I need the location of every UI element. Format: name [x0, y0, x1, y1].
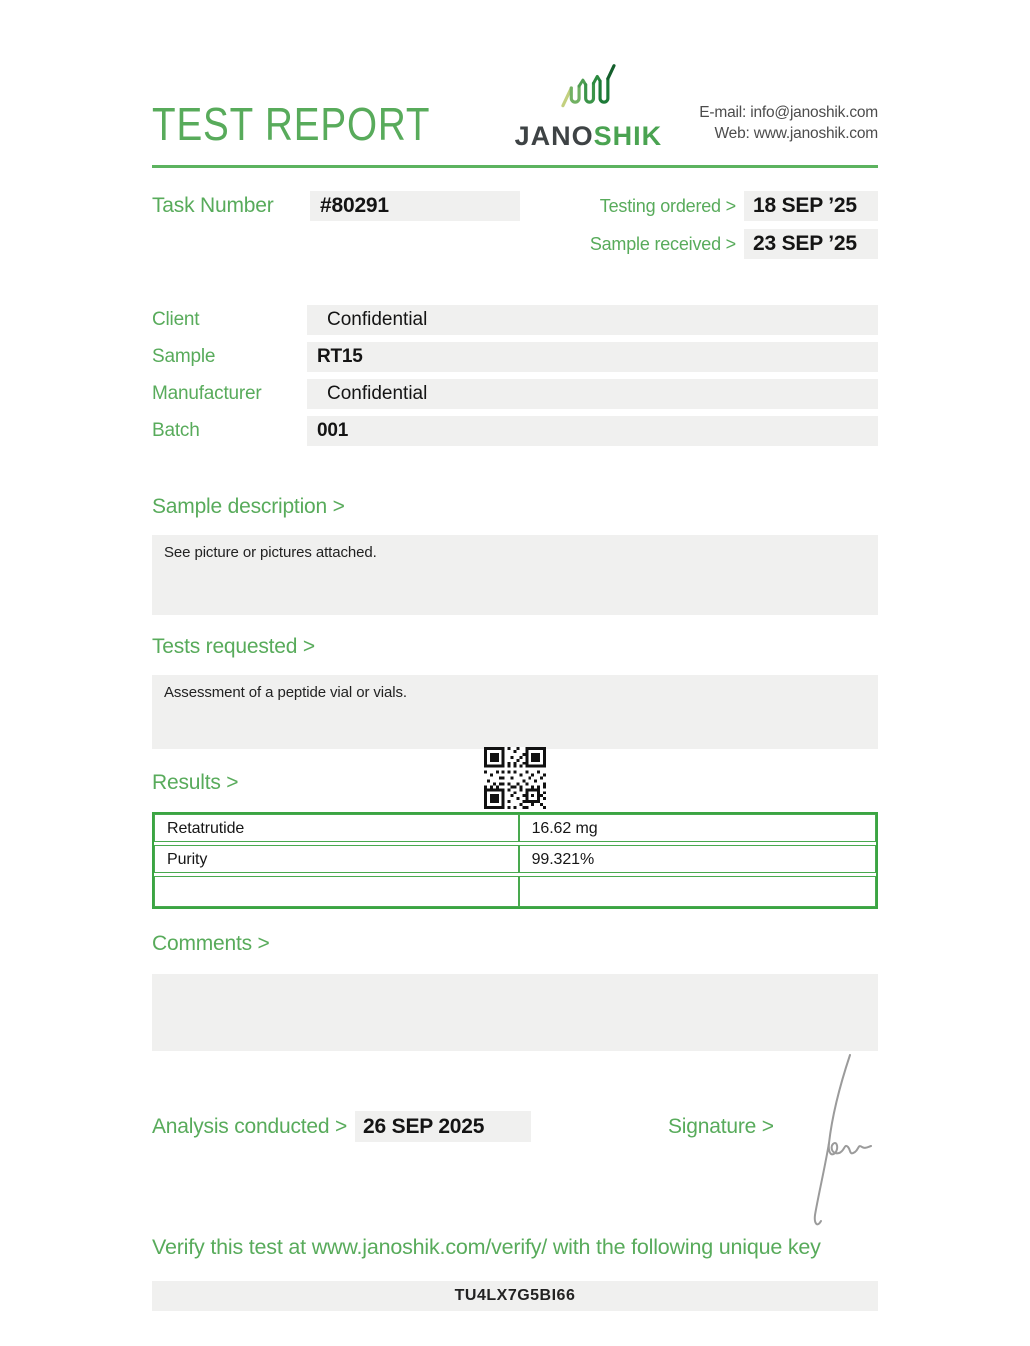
testing-ordered-label: Testing ordered >	[599, 196, 736, 216]
report-header	[152, 0, 878, 151]
sample-received-value: 23 SEP ’25	[744, 229, 878, 259]
tests-requested-heading: Tests requested >	[152, 635, 315, 658]
table-row	[154, 876, 876, 907]
field-value: RT15	[307, 342, 878, 372]
results-table	[152, 812, 878, 909]
logo-jano: JANO	[514, 121, 594, 151]
comments-heading: Comments >	[152, 932, 270, 955]
table-cell-analyte	[154, 876, 519, 907]
analysis-signature-row	[152, 1111, 878, 1142]
testing-ordered-row	[522, 191, 878, 221]
sample-description-box: See picture or pictures attached.	[152, 535, 878, 615]
field-value: Confidential	[307, 305, 878, 335]
task-section	[152, 191, 878, 259]
bar-chart-arrow-icon	[559, 62, 617, 119]
table-cell-result: 99.321%	[519, 845, 876, 873]
tests-requested-box: Assessment of a peptide vial or vials.	[152, 675, 878, 749]
results-heading: Results >	[152, 771, 239, 794]
unique-key-value: TU4LX7G5BI66	[152, 1281, 878, 1311]
table-row	[154, 845, 876, 873]
field-row-client	[152, 305, 878, 335]
brand-logo	[483, 62, 693, 151]
verify-text: Verify this test at www.janoshik.com/verify/ with the following unique key	[152, 1235, 821, 1259]
results-section	[152, 770, 878, 909]
analysis-conducted-label: Analysis conducted >	[152, 1115, 348, 1138]
testing-ordered-value: 18 SEP ’25	[744, 191, 878, 221]
analysis-conducted-value: 26 SEP 2025	[355, 1111, 531, 1142]
signature-label: Signature >	[668, 1115, 774, 1138]
field-row-manufacturer	[152, 379, 878, 409]
logo-wordmark	[515, 121, 663, 152]
field-label: Client	[152, 309, 200, 330]
table-row	[154, 814, 876, 842]
logo-shik: SHIK	[593, 121, 663, 151]
field-label: Sample	[152, 346, 216, 367]
qr-code-icon	[484, 747, 546, 809]
field-row-sample	[152, 342, 878, 372]
table-cell-analyte: Purity	[154, 845, 519, 873]
field-value: Confidential	[307, 379, 878, 409]
sample-info-section	[152, 305, 878, 446]
field-label: Manufacturer	[152, 383, 262, 404]
table-cell-analyte: Retatrutide	[154, 814, 519, 842]
sample-received-label: Sample received >	[589, 234, 736, 254]
task-number-label: Task Number	[152, 194, 274, 217]
contact-web: Web: www.janoshik.com	[714, 125, 878, 143]
contact-block	[693, 60, 878, 148]
table-cell-result	[519, 876, 876, 907]
sample-description-heading: Sample description >	[152, 495, 345, 518]
page-title: TEST REPORT	[152, 97, 431, 150]
field-value: 001	[307, 416, 878, 446]
sample-received-row	[522, 229, 878, 259]
contact-email: E-mail: info@janoshik.com	[699, 103, 878, 121]
field-row-batch	[152, 416, 878, 446]
task-number-value: #80291	[310, 191, 520, 221]
signature-image	[786, 1049, 882, 1229]
field-label: Batch	[152, 420, 200, 441]
header-divider	[152, 165, 878, 168]
comments-box	[152, 974, 878, 1051]
table-cell-result: 16.62 mg	[519, 814, 876, 842]
